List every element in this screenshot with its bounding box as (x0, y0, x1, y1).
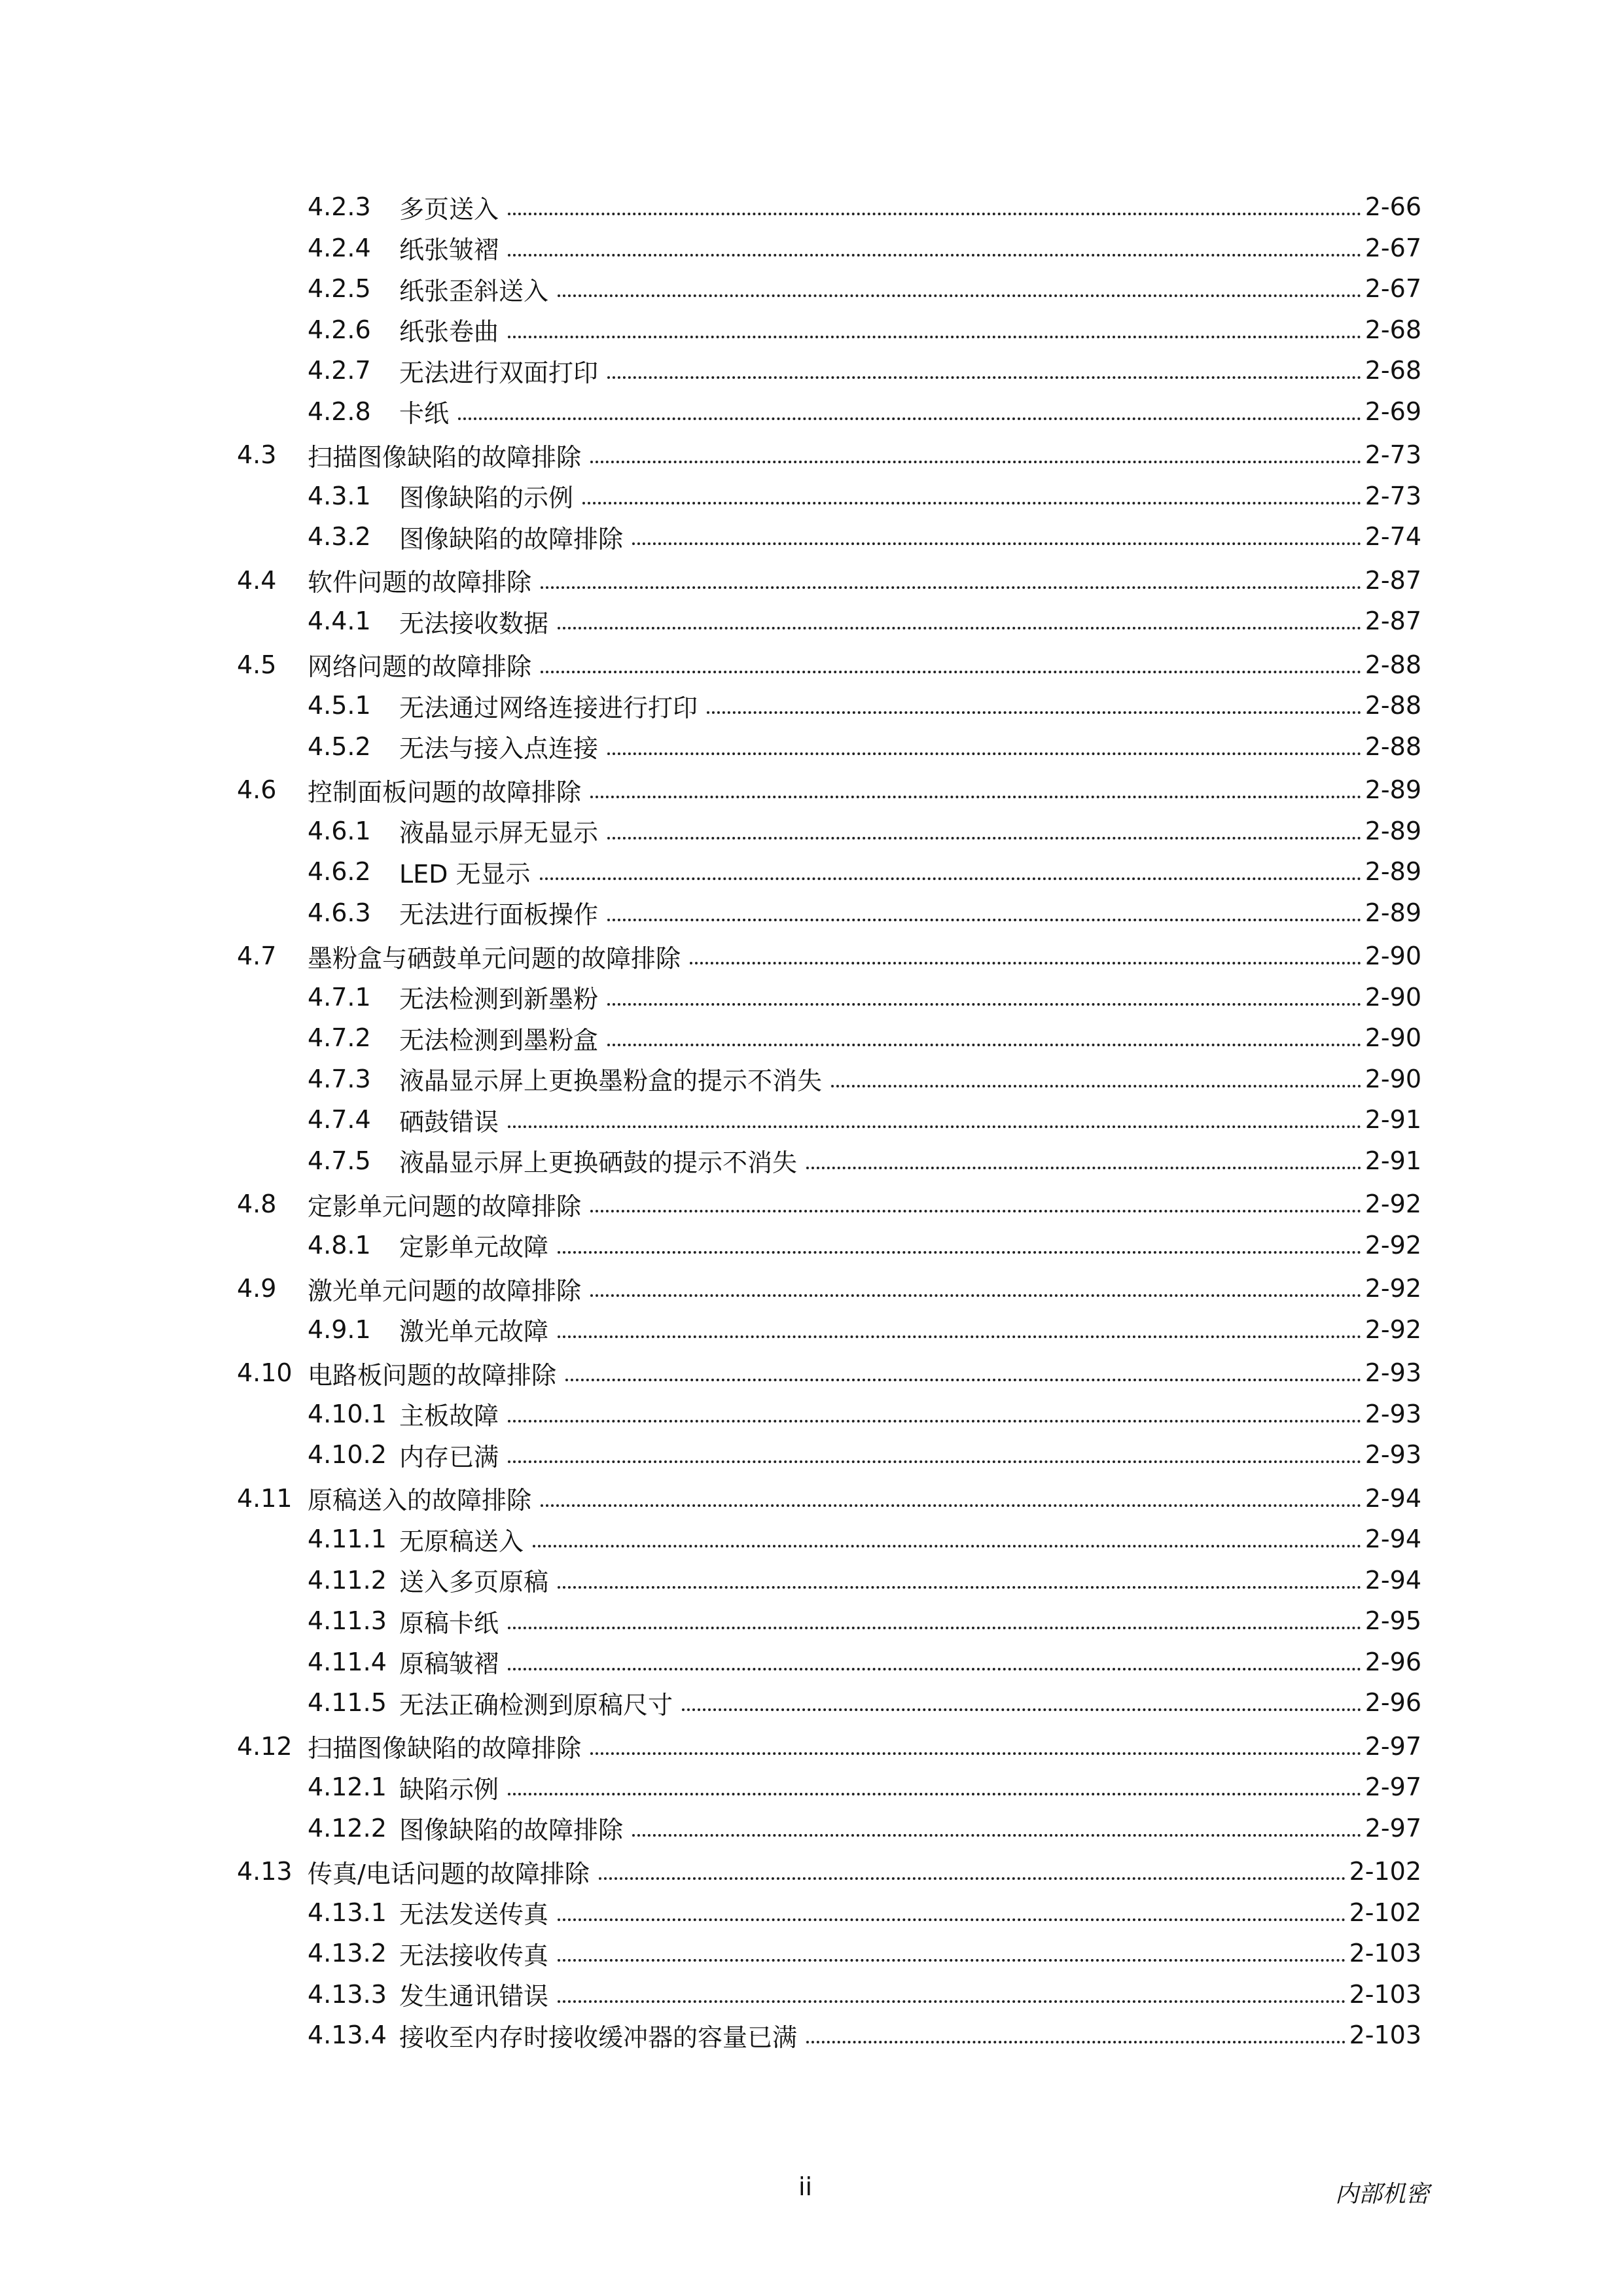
toc-subsection-row[interactable] (237, 350, 1421, 391)
toc-dot-leader (590, 796, 1361, 798)
toc-dot-leader (607, 919, 1361, 921)
toc-entry-title: 纸张皱褶 (399, 236, 499, 265)
toc-entry-number: 4.11.5 (308, 1688, 387, 1718)
footer-page-number: ii (798, 2172, 813, 2201)
toc-entry-page: 2-97 (1364, 1773, 1421, 1802)
toc-dot-leader (508, 336, 1361, 338)
toc-dot-leader (682, 1708, 1361, 1711)
toc-entry-page: 2-102 (1349, 1898, 1421, 1927)
toc-entry-title: 无法检测到墨粉盒 (399, 1025, 599, 1055)
toc-entry-number: 4.9.1 (308, 1315, 371, 1344)
toc-entry-page: 2-90 (1364, 942, 1421, 971)
toc-subsection-row[interactable] (237, 228, 1421, 269)
toc-dot-leader (558, 2000, 1346, 2003)
toc-entry-number: 4.7 (237, 942, 277, 971)
toc-dot-leader (558, 627, 1361, 629)
toc-dot-leader (508, 1460, 1361, 1463)
toc-dot-leader (541, 586, 1361, 589)
toc-subsection-row[interactable] (237, 1682, 1421, 1723)
toc-entry-title: 无法接收传真 (399, 1941, 549, 1970)
toc-entry-page: 2-91 (1364, 1146, 1421, 1175)
toc-dot-leader (690, 962, 1361, 964)
toc-entry-title: 激光单元问题的故障排除 (308, 1276, 582, 1305)
toc-subsection-row[interactable] (237, 977, 1421, 1018)
toc-entry-page: 2-103 (1349, 1979, 1421, 2009)
toc-entry-number: 4.8.1 (308, 1230, 371, 1260)
table-of-contents (237, 186, 1421, 2056)
toc-entry-number: 4.7.4 (308, 1105, 371, 1135)
toc-entry-number: 4.7.5 (308, 1146, 371, 1175)
toc-entry-title: 原稿送入的故障排除 (308, 1486, 532, 1515)
toc-dot-leader (508, 1668, 1361, 1670)
toc-entry-page: 2-90 (1364, 1023, 1421, 1053)
toc-dot-leader (540, 877, 1361, 880)
toc-entry-page: 2-90 (1364, 982, 1421, 1012)
toc-entry-page: 2-93 (1364, 1440, 1421, 1470)
toc-dot-leader (508, 254, 1361, 256)
toc-entry-page: 2-74 (1364, 522, 1421, 552)
toc-section-row[interactable] (237, 434, 1421, 476)
toc-dot-leader (508, 213, 1361, 215)
toc-entry-number: 4.5.2 (308, 732, 371, 761)
toc-subsection-row[interactable] (237, 516, 1421, 557)
toc-entry-number: 4.6 (237, 775, 277, 805)
toc-entry-page: 2-103 (1349, 2021, 1421, 2050)
toc-entry-number: 4.12.2 (308, 1813, 387, 1843)
toc-dot-leader (508, 1627, 1361, 1629)
toc-entry-title: 无法与接入点连接 (399, 734, 599, 764)
toc-entry-title: 内存已满 (399, 1442, 499, 1472)
toc-entry-title: 扫描图像缺陷的故障排除 (308, 442, 582, 472)
toc-dot-leader (565, 1379, 1361, 1381)
toc-entry-title: 图像缺陷的故障排除 (399, 1816, 624, 1845)
toc-subsection-row[interactable] (237, 1140, 1421, 1182)
toc-entry-number: 4.9 (237, 1274, 277, 1303)
toc-subsection-row[interactable] (237, 476, 1421, 517)
toc-entry-title: 扫描图像缺陷的故障排除 (308, 1734, 582, 1763)
toc-entry-page: 2-97 (1364, 1813, 1421, 1843)
toc-entry-number: 4.13.2 (308, 1939, 387, 1968)
toc-subsection-row[interactable] (237, 1225, 1421, 1266)
toc-entry-page: 2-93 (1364, 1358, 1421, 1388)
toc-dot-leader (508, 1125, 1361, 1128)
toc-subsection-row[interactable] (237, 1974, 1421, 2015)
toc-section-row[interactable] (237, 560, 1421, 601)
toc-entry-number: 4.2.4 (308, 233, 371, 262)
toc-subsection-row[interactable] (237, 601, 1421, 642)
toc-dot-leader (558, 1586, 1361, 1589)
toc-dot-leader (590, 1752, 1361, 1755)
toc-dot-leader (632, 542, 1361, 545)
toc-dot-leader (558, 1918, 1346, 1921)
toc-dot-leader (558, 1335, 1361, 1338)
toc-dot-leader (541, 1504, 1361, 1507)
toc-dot-leader (607, 376, 1361, 379)
toc-entry-number: 4.2.3 (308, 192, 371, 222)
toc-entry-page: 2-87 (1364, 565, 1421, 595)
toc-subsection-row[interactable] (237, 309, 1421, 351)
toc-dot-leader (558, 1959, 1346, 1962)
toc-entry-title: 发生通讯错误 (399, 1982, 549, 2011)
toc-entry-number: 4.11.4 (308, 1647, 387, 1676)
toc-entry-number: 4.13 (237, 1857, 293, 1886)
toc-entry-page: 2-66 (1364, 192, 1421, 222)
toc-entry-number: 4.2.8 (308, 397, 371, 426)
toc-entry-page: 2-89 (1364, 775, 1421, 805)
toc-subsection-row[interactable] (237, 268, 1421, 309)
toc-section-row[interactable] (237, 1478, 1421, 1519)
toc-dot-leader (607, 837, 1361, 839)
toc-dot-leader (541, 671, 1361, 673)
toc-entry-page: 2-95 (1364, 1606, 1421, 1636)
toc-entry-page: 2-92 (1364, 1190, 1421, 1219)
toc-entry-title: 墨粉盒与硒鼓单元问题的故障排除 (308, 944, 681, 973)
toc-entry-title: 原稿卡纸 (399, 1608, 499, 1638)
toc-entry-number: 4.6.3 (308, 898, 371, 927)
toc-entry-page: 2-90 (1364, 1064, 1421, 1093)
toc-entry-title: 接收至内存时接收缓冲器的容量已满 (399, 2022, 798, 2052)
toc-dot-leader (632, 1834, 1361, 1837)
toc-entry-page: 2-96 (1364, 1647, 1421, 1676)
toc-subsection-row[interactable] (237, 1808, 1421, 1849)
toc-section-row[interactable] (237, 1352, 1421, 1394)
toc-entry-number: 4.7.1 (308, 982, 371, 1012)
toc-subsection-row[interactable] (237, 1394, 1421, 1435)
toc-dot-leader (607, 1003, 1361, 1006)
toc-subsection-row[interactable] (237, 1017, 1421, 1059)
toc-subsection-row[interactable] (237, 1560, 1421, 1601)
toc-entry-number: 4.10 (237, 1358, 293, 1388)
toc-section-row[interactable] (237, 1726, 1421, 1767)
toc-section-row[interactable] (237, 645, 1421, 686)
toc-entry-number: 4.12 (237, 1731, 293, 1761)
toc-entry-page: 2-73 (1364, 440, 1421, 470)
toc-entry-title: 纸张歪斜送入 (399, 276, 549, 306)
toc-entry-page: 2-91 (1364, 1105, 1421, 1135)
toc-entry-page: 2-89 (1364, 816, 1421, 845)
toc-entry-title: 卡纸 (399, 399, 450, 429)
toc-entry-number: 4.7.2 (308, 1023, 371, 1053)
toc-dot-leader (558, 1251, 1361, 1254)
toc-entry-title: 主板故障 (399, 1402, 499, 1431)
toc-subsection-row[interactable] (237, 1642, 1421, 1683)
toc-entry-page: 2-87 (1364, 607, 1421, 636)
toc-entry-title: 控制面板问题的故障排除 (308, 777, 582, 807)
toc-subsection-row[interactable] (237, 2015, 1421, 2056)
toc-entry-title: 图像缺陷的示例 (399, 484, 574, 513)
toc-dot-leader (806, 1167, 1361, 1169)
toc-entry-number: 4.3 (237, 440, 277, 470)
toc-entry-page: 2-88 (1364, 732, 1421, 761)
toc-entry-title: 电路板问题的故障排除 (308, 1360, 557, 1390)
toc-entry-number: 4.2.7 (308, 356, 371, 385)
toc-entry-page: 2-73 (1364, 481, 1421, 510)
toc-entry-title: 无法进行双面打印 (399, 358, 599, 387)
toc-entry-number: 4.4 (237, 565, 277, 595)
toc-subsection-row[interactable] (237, 1767, 1421, 1808)
toc-section-row[interactable] (237, 1184, 1421, 1225)
toc-entry-number: 4.13.4 (308, 2021, 387, 2050)
toc-entry-title: 液晶显示屏上更换墨粉盒的提示不消失 (399, 1067, 823, 1096)
toc-subsection-row[interactable] (237, 1059, 1421, 1100)
toc-subsection-row[interactable] (237, 685, 1421, 726)
footer-confidential-label: 内部机密 (1335, 2181, 1430, 2208)
toc-entry-page: 2-68 (1364, 315, 1421, 344)
toc-entry-title: 传真/电话问题的故障排除 (308, 1859, 590, 1888)
toc-entry-number: 4.10.2 (308, 1440, 387, 1470)
toc-entry-page: 2-92 (1364, 1230, 1421, 1260)
toc-dot-leader (607, 752, 1361, 755)
toc-entry-title: 软件问题的故障排除 (308, 568, 532, 597)
toc-section-row[interactable] (237, 1851, 1421, 1892)
toc-entry-page: 2-88 (1364, 691, 1421, 720)
toc-entry-number: 4.13.3 (308, 1979, 387, 2009)
toc-entry-number: 4.4.1 (308, 607, 371, 636)
toc-subsection-row[interactable] (237, 186, 1421, 228)
toc-dot-leader (599, 1877, 1346, 1880)
toc-entry-number: 4.11.1 (308, 1525, 387, 1554)
toc-entry-title: 液晶显示屏上更换硒鼓的提示不消失 (399, 1148, 798, 1178)
toc-entry-page: 2-88 (1364, 650, 1421, 679)
toc-entry-page: 2-94 (1364, 1483, 1421, 1513)
toc-entry-page: 2-93 (1364, 1399, 1421, 1428)
toc-subsection-row[interactable] (237, 391, 1421, 433)
toc-subsection-row[interactable] (237, 1519, 1421, 1560)
toc-entry-title: 定影单元问题的故障排除 (308, 1192, 582, 1221)
toc-entry-title: LED 无显示 (399, 859, 531, 889)
toc-section-row[interactable] (237, 936, 1421, 977)
toc-entry-number: 4.11.2 (308, 1565, 387, 1595)
toc-dot-leader (607, 1044, 1361, 1046)
toc-section-row[interactable] (237, 769, 1421, 811)
toc-entry-page: 2-92 (1364, 1274, 1421, 1303)
toc-subsection-row[interactable] (237, 1933, 1421, 1974)
toc-entry-page: 2-68 (1364, 356, 1421, 385)
toc-entry-page: 2-89 (1364, 898, 1421, 927)
toc-subsection-row[interactable] (237, 726, 1421, 768)
toc-entry-number: 4.3.2 (308, 522, 371, 552)
toc-entry-number: 4.6.2 (308, 857, 371, 887)
toc-subsection-row[interactable] (237, 892, 1421, 934)
toc-dot-leader (590, 1210, 1361, 1212)
toc-entry-title: 硒鼓错误 (399, 1107, 499, 1137)
toc-dot-leader (508, 1793, 1361, 1795)
toc-entry-title: 液晶显示屏无显示 (399, 819, 599, 848)
toc-entry-page: 2-92 (1364, 1315, 1421, 1344)
toc-entry-title: 激光单元故障 (399, 1317, 549, 1347)
toc-entry-page: 2-89 (1364, 857, 1421, 887)
toc-entry-number: 4.3.1 (308, 481, 371, 510)
toc-entry-number: 4.2.5 (308, 274, 371, 304)
toc-entry-title: 无法通过网络连接进行打印 (399, 693, 698, 722)
toc-entry-number: 4.10.1 (308, 1399, 387, 1428)
toc-entry-title: 原稿皱褶 (399, 1650, 499, 1679)
toc-subsection-row[interactable] (237, 1309, 1421, 1351)
toc-entry-title: 网络问题的故障排除 (308, 652, 532, 682)
toc-entry-title: 图像缺陷的故障排除 (399, 524, 624, 554)
toc-entry-number: 4.6.1 (308, 816, 371, 845)
toc-entry-page: 2-67 (1364, 233, 1421, 262)
toc-dot-leader (508, 1420, 1361, 1422)
toc-dot-leader (831, 1085, 1361, 1087)
toc-dot-leader (590, 461, 1361, 463)
toc-entry-page: 2-97 (1364, 1731, 1421, 1761)
toc-entry-title: 多页送入 (399, 194, 499, 224)
toc-entry-title: 定影单元故障 (399, 1233, 549, 1262)
toc-dot-leader (533, 1545, 1361, 1547)
toc-entry-number: 4.12.1 (308, 1773, 387, 1802)
toc-entry-number: 4.5 (237, 650, 277, 679)
toc-entry-page: 2-94 (1364, 1565, 1421, 1595)
toc-dot-leader (707, 711, 1361, 714)
toc-dot-leader (806, 2041, 1346, 2043)
toc-entry-number: 4.11.3 (308, 1606, 387, 1636)
toc-entry-title: 送入多页原稿 (399, 1568, 549, 1597)
toc-dot-leader (582, 502, 1361, 504)
toc-entry-title: 无法发送传真 (399, 1900, 549, 1930)
toc-entry-page: 2-69 (1364, 397, 1421, 426)
toc-subsection-row[interactable] (237, 851, 1421, 892)
toc-dot-leader (558, 294, 1361, 297)
toc-section-row[interactable] (237, 1268, 1421, 1309)
toc-entry-page: 2-67 (1364, 274, 1421, 304)
toc-subsection-row[interactable] (237, 1434, 1421, 1475)
toc-entry-title: 无法正确检测到原稿尺寸 (399, 1690, 673, 1720)
toc-entry-page: 2-102 (1349, 1857, 1421, 1886)
toc-dot-leader (458, 417, 1361, 420)
toc-entry-title: 无法进行面板操作 (399, 900, 599, 930)
toc-entry-page: 2-96 (1364, 1688, 1421, 1718)
toc-entry-page: 2-94 (1364, 1525, 1421, 1554)
toc-entry-title: 无法接收数据 (399, 609, 549, 638)
toc-entry-page: 2-103 (1349, 1939, 1421, 1968)
toc-entry-title: 纸张卷曲 (399, 317, 499, 347)
toc-dot-leader (590, 1294, 1361, 1297)
toc-entry-number: 4.5.1 (308, 691, 371, 720)
toc-entry-title: 无原稿送入 (399, 1527, 524, 1556)
toc-subsection-row[interactable] (237, 1099, 1421, 1140)
toc-entry-number: 4.8 (237, 1190, 277, 1219)
toc-subsection-row[interactable] (237, 1600, 1421, 1642)
toc-entry-number: 4.11 (237, 1483, 293, 1513)
toc-subsection-row[interactable] (237, 1892, 1421, 1934)
toc-entry-number: 4.13.1 (308, 1898, 387, 1927)
toc-entry-number: 4.7.3 (308, 1064, 371, 1093)
toc-entry-title: 无法检测到新墨粉 (399, 985, 599, 1014)
toc-entry-number: 4.2.6 (308, 315, 371, 344)
toc-subsection-row[interactable] (237, 811, 1421, 852)
toc-entry-title: 缺陷示例 (399, 1775, 499, 1804)
